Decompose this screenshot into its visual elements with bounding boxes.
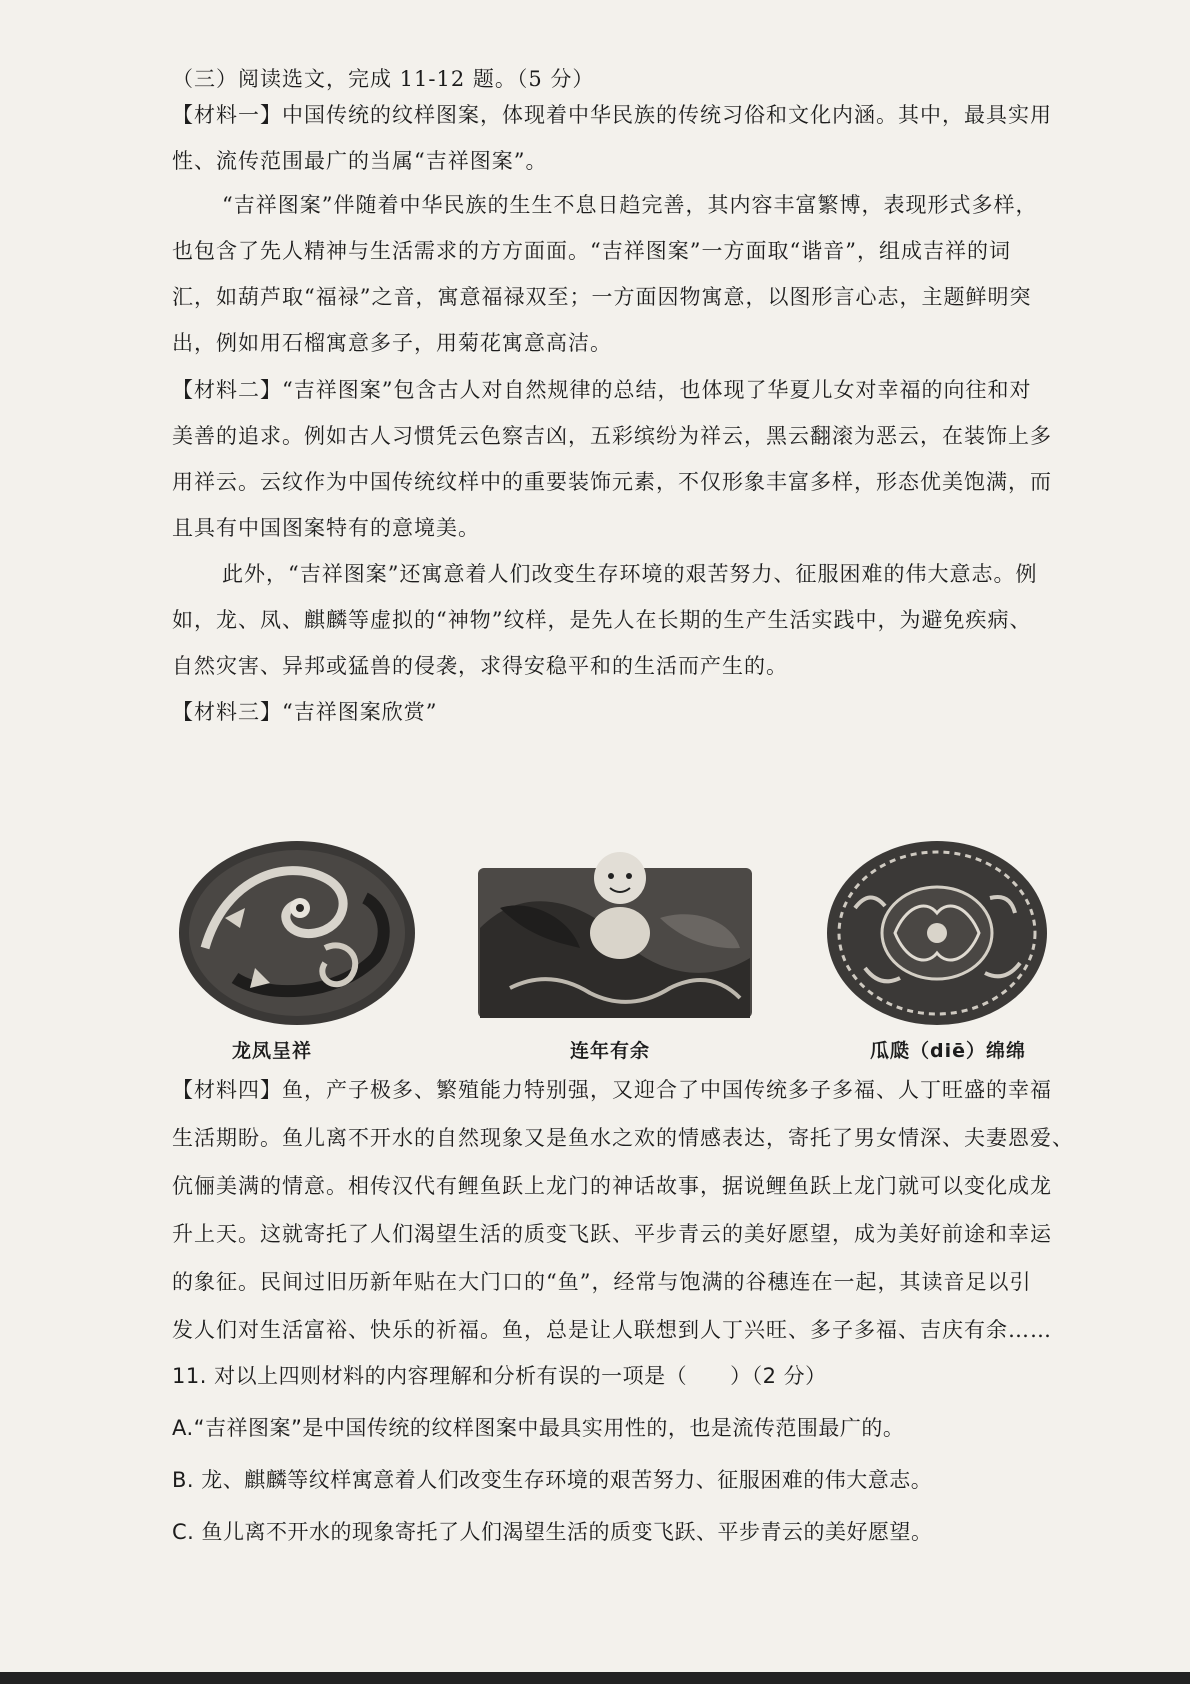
question-11-option-a: A.“吉祥图案”是中国传统的纹样图案中最具实用性的，也是流传范围最广的。 <box>172 1416 905 1440</box>
material4-line-4: 升上天。这就寄托了人们渴望生活的质变飞跃、平步青云的美好愿望，成为美好前途和幸运 <box>172 1222 1052 1246</box>
material1-line-2: 性、流传范围最广的当属“吉祥图案”。 <box>172 149 548 173</box>
material4-line-3: 伉俪美满的情意。相传汉代有鲤鱼跃上龙门的神话故事，据说鲤鱼跃上龙门就可以变化成龙 <box>172 1174 1052 1198</box>
scan-bottom-edge <box>0 1672 1190 1684</box>
material2-line-1: 【材料二】“吉祥图案”包含古人对自然规律的总结，也体现了华夏儿女对幸福的向往和对 <box>172 378 1032 402</box>
child-fish-lotus-image <box>470 838 760 1028</box>
material2-line-3: 用祥云。云纹作为中国传统纹样中的重要装饰元素，不仅形象丰富多样，形态优美饱满，而 <box>172 470 1052 494</box>
material4-line-6: 发人们对生活富裕、快乐的祈福。鱼，总是让人联想到人丁兴旺、多子多福、吉庆有余…… <box>172 1318 1052 1342</box>
material1-line-4: 也包含了先人精神与生活需求的方方面面。“吉祥图案”一方面取“谐音”，组成吉祥的词 <box>172 239 1011 263</box>
material2-line-2: 美善的追求。例如古人习惯凭云色察吉凶，五彩缤纷为祥云，黑云翻滚为恶云，在装饰上多 <box>172 424 1052 448</box>
dragon-phoenix-image <box>175 838 420 1028</box>
melon-vine-roundel-image <box>825 838 1050 1028</box>
section-title: （三）阅读选文，完成 11-12 题。（5 分） <box>172 67 595 91</box>
caption-melon-vine: 瓜瓞（diē）绵绵 <box>870 1040 1026 1062</box>
caption-fish: 连年有余 <box>570 1040 651 1062</box>
question-11-option-b: B. 龙、麒麟等纹样寓意着人们改变生存环境的艰苦努力、征服困难的伟大意志。 <box>172 1468 933 1492</box>
material1-line-6: 出，例如用石榴寓意多子，用菊花寓意高洁。 <box>172 331 612 355</box>
material2-line-5: 此外，“吉祥图案”还寓意着人们改变生存环境的艰苦努力、征服困难的伟大意志。例 <box>222 562 1038 586</box>
material1-line-1: 【材料一】中国传统的纹样图案，体现着中华民族的传统习俗和文化内涵。其中，最具实用 <box>172 103 1052 127</box>
material4-line-2: 生活期盼。鱼儿离不开水的自然现象又是鱼水之欢的情感表达，寄托了男女情深、夫妻恩爱、 <box>172 1126 1074 1150</box>
caption-dragon-phoenix: 龙凤呈祥 <box>232 1040 313 1062</box>
question-11-stem: 11. 对以上四则材料的内容理解和分析有误的一项是（ ）（2 分） <box>172 1364 827 1388</box>
material4-line-1: 【材料四】鱼，产子极多、繁殖能力特别强，又迎合了中国传统多子多福、人丁旺盛的幸福 <box>172 1078 1052 1102</box>
material2-line-7: 自然灾害、异邦或猛兽的侵袭，求得安稳平和的生活而产生的。 <box>172 654 788 678</box>
material4-line-5: 的象征。民间过旧历新年贴在大门口的“鱼”，经常与饱满的谷穗连在一起，其读音足以引 <box>172 1270 1032 1294</box>
material2-line-4: 且具有中国图案特有的意境美。 <box>172 516 480 540</box>
material1-line-3: “吉祥图案”伴随着中华民族的生生不息日趋完善，其内容丰富繁博，表现形式多样， <box>222 193 1038 217</box>
question-11-option-c: C. 鱼儿离不开水的现象寄托了人们渴望生活的质变飞跃、平步青云的美好愿望。 <box>172 1520 933 1544</box>
material2-line-6: 如，龙、凤、麒麟等虚拟的“神物”纹样，是先人在长期的生产生活实践中，为避免疾病、 <box>172 608 1032 632</box>
material1-line-5: 汇，如葫芦取“福禄”之音，寓意福禄双至；一方面因物寓意，以图形言心志，主题鲜明突 <box>172 285 1032 309</box>
material3-heading: 【材料三】“吉祥图案欣赏” <box>172 700 438 724</box>
